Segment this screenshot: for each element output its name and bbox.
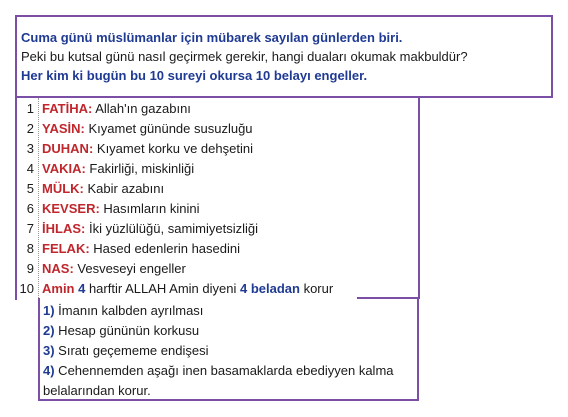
item-number: 6 — [26, 201, 34, 216]
list-item — [43, 341, 208, 361]
item-number: 10 — [19, 281, 34, 296]
surah-desc: Allah'ın gazabını — [92, 101, 191, 116]
benefit-text: Hesap gününün korkusu — [54, 323, 200, 338]
surah-name: FELAK: — [42, 241, 90, 256]
surah-list — [18, 99, 418, 299]
benefit-number: 1) — [43, 303, 55, 318]
header-line-1: Cuma günü müslümanlar için mübarek sayılan günlerden biri. — [21, 30, 403, 45]
list-right-border — [418, 97, 420, 299]
benefit-number: 4) — [43, 363, 55, 378]
item-number: 2 — [26, 121, 34, 136]
surah-name: FATİHA: — [42, 101, 93, 116]
list-item — [43, 361, 394, 381]
surah-desc: Hased edenlerin hasedini — [89, 241, 240, 256]
amin-protection-count: 4 beladan — [239, 281, 300, 296]
list-item — [43, 301, 203, 321]
list-left-border — [15, 97, 17, 300]
item-number: 9 — [26, 261, 34, 276]
amin-word: Amin — [42, 281, 75, 296]
surah-name: VAKIA: — [42, 161, 86, 176]
surah-desc: Kabir azabını — [83, 181, 165, 196]
item-number: 4 — [26, 161, 34, 176]
benefit-continuation: belalarından korur. — [43, 383, 151, 398]
benefit-text: Cehennemden aşağı inen basamaklarda ebediyyen kalma — [54, 363, 394, 378]
surah-name: NAS: — [42, 261, 74, 276]
item-number: 1 — [26, 101, 34, 116]
benefit-text: Sıratı geçememe endişesi — [54, 343, 209, 358]
surah-desc: Vesveseyi engeller — [73, 261, 186, 276]
item-number: 8 — [26, 241, 34, 256]
surah-name: KEVSER: — [42, 201, 100, 216]
amin-end-text: korur — [299, 281, 334, 296]
surah-name: İHLAS: — [42, 221, 86, 236]
benefit-number: 2) — [43, 323, 55, 338]
surah-desc: Fakirliği, miskinliği — [85, 161, 195, 176]
item-number: 3 — [26, 141, 34, 156]
surah-desc: İki yüzlülüğü, samimiyetsizliği — [85, 221, 259, 236]
amin-middle-text: harftir ALLAH Amin diyeni — [85, 281, 240, 296]
surah-name: MÜLK: — [42, 181, 84, 196]
header-line-2: Peki bu kutsal günü nasıl geçirmek gerekir, hangi duaları okumak makbuldür? — [21, 49, 468, 64]
surah-desc: Hasımların kinini — [99, 201, 200, 216]
surah-desc: Kıyamet korku ve dehşetini — [93, 141, 253, 156]
surah-name: DUHAN: — [42, 141, 94, 156]
benefit-number: 3) — [43, 343, 55, 358]
benefit-text: İmanın kalbden ayrılması — [54, 303, 204, 318]
surah-name: YASİN: — [42, 121, 85, 136]
item-number: 7 — [26, 221, 34, 236]
header-line-3: Her kim ki bugün bu 10 sureyi okursa 10 belayı engeller. — [21, 68, 368, 83]
surah-desc: Kıyamet gününde susuzluğu — [84, 121, 253, 136]
amin-count: 4 — [74, 281, 86, 296]
item-number: 5 — [26, 181, 34, 196]
list-item — [43, 321, 199, 341]
